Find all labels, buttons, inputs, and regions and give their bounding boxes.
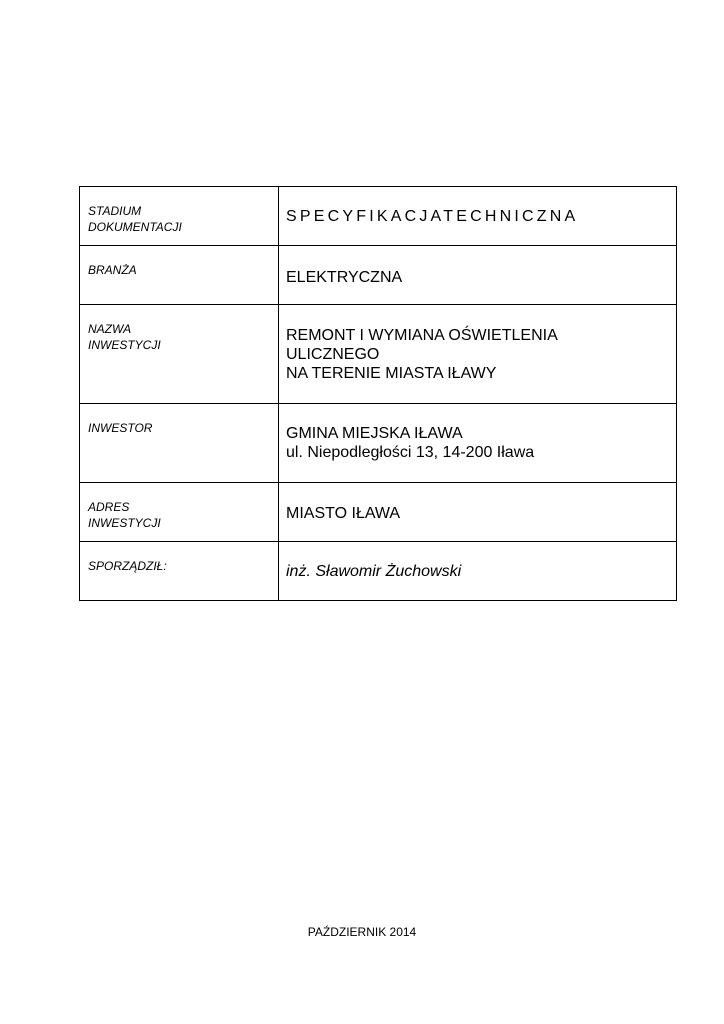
adres-value: MIASTO IŁAWA <box>286 505 401 522</box>
table-row <box>80 542 677 601</box>
title-page-table <box>79 186 677 601</box>
sporzadzil-value: inż. Sławomir Żuchowski <box>286 563 462 580</box>
label-cell <box>80 483 279 542</box>
value-cell <box>279 404 677 483</box>
table-row <box>80 187 677 246</box>
branza-value: ELEKTRYCZNA <box>286 269 403 286</box>
label-cell <box>80 305 279 404</box>
value-cell <box>279 246 677 305</box>
label-cell <box>80 542 279 601</box>
label-cell <box>80 246 279 305</box>
label-cell <box>80 404 279 483</box>
document-date: PAŹDZIERNIK 2014 <box>307 925 417 939</box>
table-row <box>80 483 677 542</box>
adres-label: ADRES INWESTYCJI <box>88 500 161 530</box>
value-cell <box>279 542 677 601</box>
value-cell <box>279 187 677 246</box>
value-cell <box>279 483 677 542</box>
table-row <box>80 246 677 305</box>
branza-label: BRANŻA <box>88 263 137 277</box>
stadium-label: STADIUM DOKUMENTACJI <box>88 204 182 234</box>
nazwa-label: NAZWA INWESTYCJI <box>88 322 161 352</box>
sporzadzil-label: SPORZĄDZIŁ: <box>88 559 167 573</box>
table-row <box>80 404 677 483</box>
table-row <box>80 305 677 404</box>
value-cell <box>279 305 677 404</box>
inwestor-label: INWESTOR <box>88 421 153 435</box>
inwestor-value: GMINA MIEJSKA IŁAWA ul. Niepodległości 13, 14-200 Iława <box>286 425 535 461</box>
stadium-value: SPECYFIKACJATECHNICZNA <box>286 208 579 225</box>
nazwa-value: REMONT I WYMIANA OŚWIETLENIA ULICZNEGO NA TERENIE MIASTA IŁAWY <box>286 327 558 382</box>
label-cell <box>80 187 279 246</box>
